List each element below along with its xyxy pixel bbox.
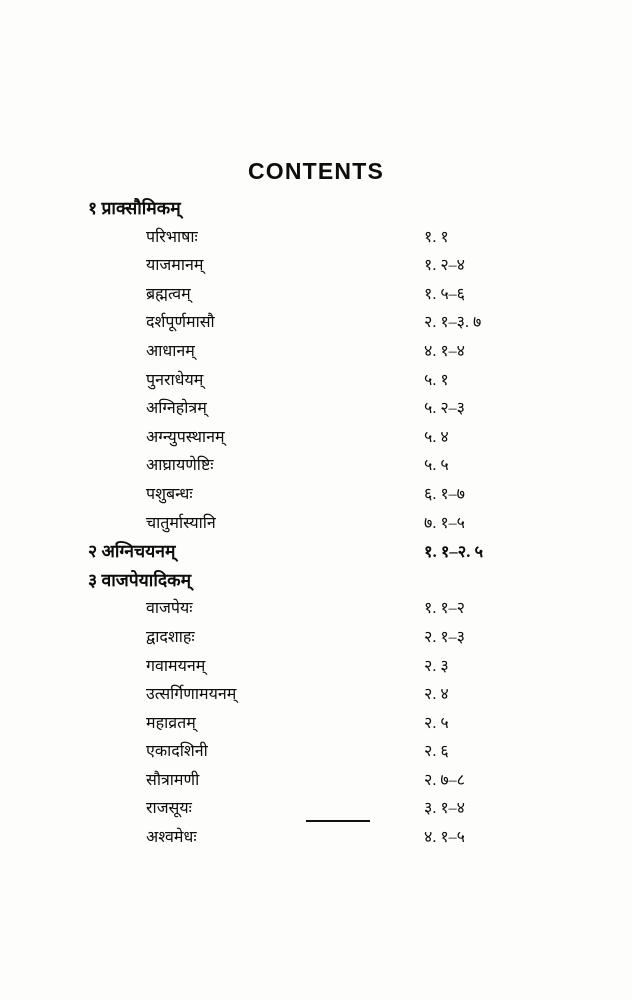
toc-entry-label: सौत्रामणी (146, 771, 200, 789)
toc-entry-row[interactable] (0, 596, 632, 625)
toc-entry-page-number: २. १–३. ७ (424, 314, 482, 332)
toc-entry-label: पुनराधेयम् (146, 371, 204, 389)
toc-entry-label: द्वादशाहः (146, 628, 195, 646)
toc-entry-label: अग्निहोत्रम् (146, 400, 207, 418)
toc-entry-label: पशुबन्धः (146, 485, 193, 503)
page-title: CONTENTS (247, 158, 385, 184)
toc-entry-page-number: २. ३ (424, 657, 449, 675)
toc-entry-page-number: २. ६ (424, 743, 449, 761)
toc-entry-label: वाजपेयः (146, 600, 193, 618)
toc-entry-row[interactable] (0, 739, 632, 768)
toc-entry-row[interactable] (0, 339, 632, 368)
toc-entry-label: परिभाषाः (146, 228, 198, 246)
toc-entry-label: उत्सर्गिणामयनम् (146, 686, 237, 704)
toc-entry-label: आधानम् (146, 342, 195, 360)
toc-entry-label: महाव्रतम् (146, 714, 196, 732)
toc-entry-label: राजसूयः (146, 800, 192, 818)
toc-entry-label: १ प्राक्सौमिकम् (88, 198, 181, 218)
bottom-divider (306, 820, 370, 822)
toc-entry-page-number: ५. १ (424, 371, 449, 389)
toc-entry-page-number: २. ४ (424, 686, 449, 704)
toc-entry-row[interactable] (0, 310, 632, 339)
toc-entry-label: ३ वाजपेयादिकम् (88, 569, 192, 590)
toc-entry-row[interactable] (0, 768, 632, 797)
toc-entry-label: गवामयनम् (146, 657, 206, 675)
toc-entry-row[interactable] (0, 425, 632, 454)
toc-entry-page-number: ४. १–४ (424, 342, 465, 360)
toc-entry-label: अग्न्युपस्थानम् (146, 428, 225, 446)
toc-entry-label: ब्रह्मत्वम् (146, 285, 191, 303)
toc-entry-page-number: १. ५–६ (424, 285, 465, 303)
toc-entry-page-number: २. ७–८ (424, 771, 465, 789)
toc-entry-row[interactable] (0, 225, 632, 254)
toc-entry-page-number: ३. १–४ (424, 800, 465, 818)
toc-entry-page-number: १. २–४ (424, 257, 465, 275)
toc-entry-label: २ अग्निचयनम् (88, 541, 176, 562)
toc-entry-label: एकादशिनी (146, 743, 208, 761)
toc-entry-page-number: ५. २–३ (424, 400, 465, 418)
toc-entry-row[interactable] (0, 253, 632, 282)
toc-section-row[interactable] (0, 196, 632, 225)
toc-entry-page-number: २. ५ (424, 714, 449, 732)
toc-entry-row[interactable] (0, 511, 632, 540)
toc-entry-label: आघ्रायणेष्टिः (146, 457, 214, 475)
toc-entry-row[interactable] (0, 825, 632, 854)
table-of-contents (0, 196, 632, 854)
toc-entry-row[interactable] (0, 654, 632, 683)
toc-entry-row[interactable] (0, 453, 632, 482)
toc-entry-label: अश्वमेधः (146, 829, 197, 847)
toc-entry-page-number: १. १–२ (424, 600, 465, 618)
toc-entry-row[interactable] (0, 625, 632, 654)
toc-entry-label: याजमानम् (146, 257, 204, 275)
toc-entry-label: दर्शपूर्णमासौ (146, 314, 215, 332)
toc-entry-page-number: ५. ५ (424, 457, 449, 475)
toc-entry-page-number: ५. ४ (424, 428, 449, 446)
toc-entry-page-number: ७. १–५ (424, 514, 465, 532)
toc-entry-row[interactable] (0, 482, 632, 511)
toc-section-row[interactable] (0, 539, 632, 568)
toc-entry-label: चातुर्मास्यानि (146, 514, 216, 532)
toc-entry-row[interactable] (0, 711, 632, 740)
toc-entry-row[interactable] (0, 396, 632, 425)
toc-entry-row[interactable] (0, 368, 632, 397)
toc-entry-row[interactable] (0, 682, 632, 711)
toc-entry-page-number: ६. १–७ (424, 485, 465, 503)
toc-entry-page-number: १. १–२. ५ (424, 542, 484, 562)
toc-entry-page-number: २. १–३ (424, 628, 465, 646)
toc-entry-row[interactable] (0, 282, 632, 311)
toc-entry-page-number: ४. १–५ (424, 829, 465, 847)
toc-section-row[interactable] (0, 568, 632, 597)
toc-entry-page-number: १. १ (424, 228, 449, 246)
